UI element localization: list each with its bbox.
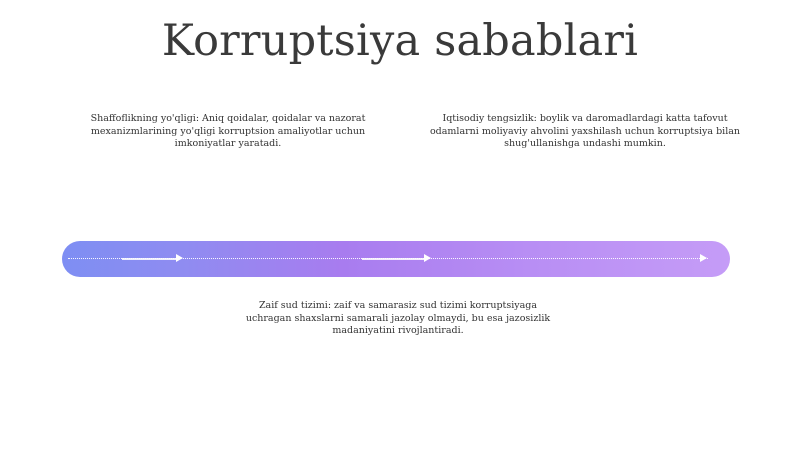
timeline-bar	[62, 241, 730, 277]
cause-text-transparency: Shaffoflikning yo'qligi: Aniq qoidalar, qoidalar va nazorat mexanizmlarining yo'qligi korruptsion amaliyotlar uchun imkoniyatlar yaratadi.	[90, 113, 366, 149]
slide-title: Korruptsiya sabablari	[161, 16, 639, 66]
timeline-segment	[122, 258, 178, 260]
arrow-right-icon	[700, 254, 707, 262]
arrow-right-icon	[176, 254, 183, 262]
timeline-segment	[362, 258, 426, 260]
cause-text-economic-inequality: Iqtisodiy tengsizlik: boylik va daromadlardagi katta tafovut odamlarni moliyaviy ahvolini yaxshilash uchun korruptsiya bilan shug'ullanishga undashi mumkin.	[429, 113, 741, 149]
arrow-right-icon	[424, 254, 431, 262]
cause-text-weak-judiciary: Zaif sud tizimi: zaif va samarasiz sud tizimi korruptsiyaga uchragan shaxslarni samarali jazolay olmaydi, bu esa jazosizlik madaniyatini rivojlantiradi.	[245, 300, 551, 336]
